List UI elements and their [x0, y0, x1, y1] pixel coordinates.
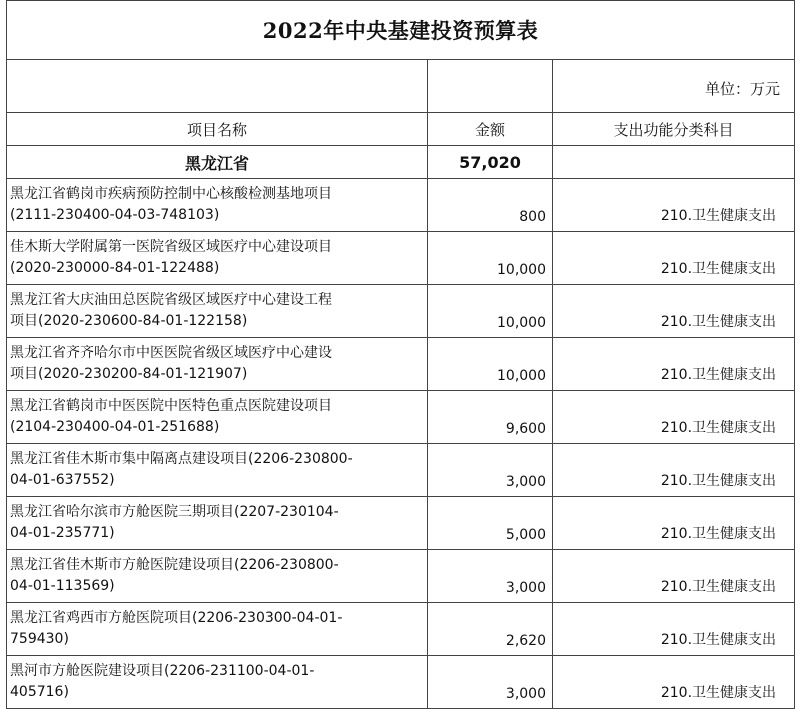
project-amount: 9,600: [428, 391, 553, 444]
unit-label: 单位：万元: [553, 60, 795, 113]
project-name: 黑龙江省大庆油田总医院省级区域医疗中心建设工程 项目(2020-230600-84-01-122158): [7, 285, 428, 338]
project-name: 黑龙江省佳木斯市方舱医院建设项目(2206-230800- 04-01-113569): [7, 550, 428, 603]
header-name: 项目名称: [7, 113, 428, 146]
project-function: 210.卫生健康支出: [553, 179, 795, 232]
project-function: 210.卫生健康支出: [553, 232, 795, 285]
blank-cell: [7, 60, 428, 113]
project-amount: 10,000: [428, 338, 553, 391]
project-name: 黑河市方舱医院建设项目(2206-231100-04-01- 405716): [7, 656, 428, 709]
project-function: 210.卫生健康支出: [553, 603, 795, 656]
province-name: 黑龙江省: [7, 146, 428, 179]
project-name: 佳木斯大学附属第一医院省级区域医疗中心建设项目 (2020-230000-84-01-122488): [7, 232, 428, 285]
project-function: 210.卫生健康支出: [553, 338, 795, 391]
table-row: [7, 179, 795, 232]
project-amount: 10,000: [428, 285, 553, 338]
province-row: [7, 146, 795, 179]
project-amount: 3,000: [428, 550, 553, 603]
project-amount: 10,000: [428, 232, 553, 285]
table-row: [7, 550, 795, 603]
header-function: 支出功能分类科目: [553, 113, 795, 146]
project-function: 210.卫生健康支出: [553, 656, 795, 709]
table-row: [7, 603, 795, 656]
province-amount: 57,020: [428, 146, 553, 179]
project-amount: 800: [428, 179, 553, 232]
project-amount: 5,000: [428, 497, 553, 550]
project-function: 210.卫生健康支出: [553, 285, 795, 338]
project-amount: 3,000: [428, 656, 553, 709]
table-row: [7, 444, 795, 497]
project-name: 黑龙江省鹤岗市中医医院中医特色重点医院建设项目 (2104-230400-04-01-251688): [7, 391, 428, 444]
table-row: [7, 497, 795, 550]
project-function: 210.卫生健康支出: [553, 550, 795, 603]
project-name: 黑龙江省齐齐哈尔市中医医院省级区域医疗中心建设 项目(2020-230200-84-01-121907): [7, 338, 428, 391]
header-amount: 金额: [428, 113, 553, 146]
table-row: [7, 285, 795, 338]
project-name: 黑龙江省哈尔滨市方舱医院三期项目(2207-230104- 04-01-235771): [7, 497, 428, 550]
table-row: [7, 391, 795, 444]
project-function: 210.卫生健康支出: [553, 444, 795, 497]
blank-cell: [428, 60, 553, 113]
project-amount: 3,000: [428, 444, 553, 497]
project-name: 黑龙江省佳木斯市集中隔离点建设项目(2206-230800- 04-01-637552): [7, 444, 428, 497]
province-function: [553, 146, 795, 179]
project-name: 黑龙江省鹤岗市疾病预防控制中心核酸检测基地项目 (2111-230400-04-03-748103): [7, 179, 428, 232]
project-name: 黑龙江省鸡西市方舱医院项目(2206-230300-04-01- 759430): [7, 603, 428, 656]
project-amount: 2,620: [428, 603, 553, 656]
table-title: 2022年中央基建投资预算表: [7, 1, 795, 60]
project-function: 210.卫生健康支出: [553, 497, 795, 550]
project-function: 210.卫生健康支出: [553, 391, 795, 444]
table-row: [7, 232, 795, 285]
table-row: [7, 656, 795, 709]
budget-table: [6, 0, 795, 709]
table-row: [7, 338, 795, 391]
header-row: [7, 113, 795, 146]
